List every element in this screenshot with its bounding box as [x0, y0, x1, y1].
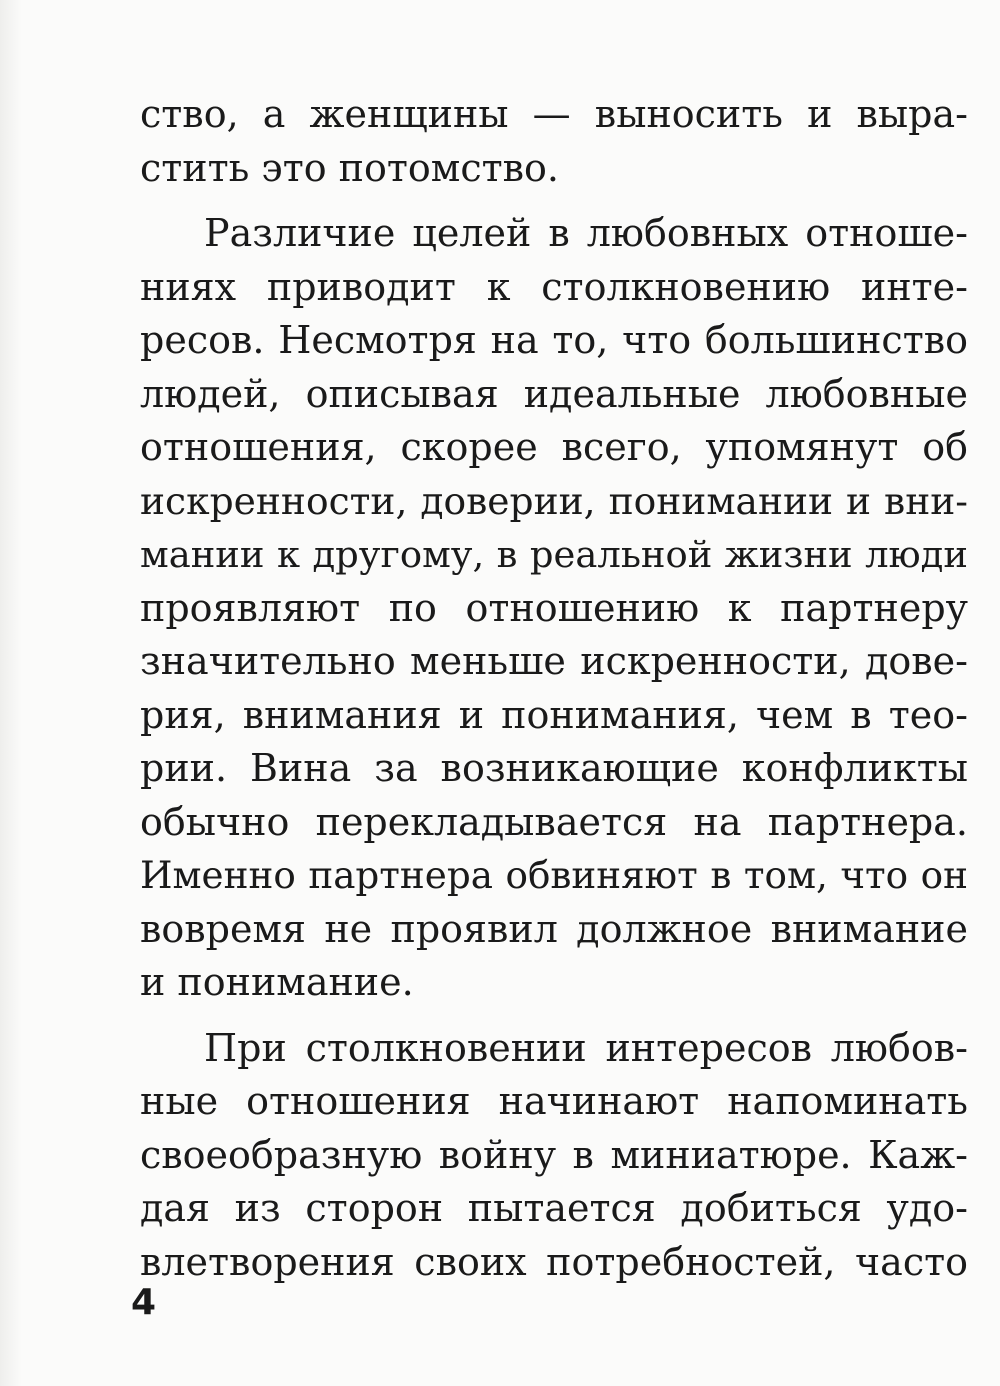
- text-line: рии. Вина за возникающие конфликты: [140, 746, 968, 790]
- text-line: Различие целей в любовных отноше-: [204, 211, 968, 255]
- text-line: людей, описывая идеальные любовные: [140, 371, 968, 416]
- text-line: ство, а женщины — выносить и выра-: [140, 92, 968, 136]
- paragraph-2: [140, 207, 968, 1010]
- text-line: значительно меньше искренности, дове-: [140, 639, 968, 683]
- page-number: 4: [131, 1282, 157, 1323]
- page-edge-shadow: [0, 0, 22, 1386]
- text-line: дая из сторон пытается добиться удо-: [140, 1186, 968, 1230]
- text-line: рия, внимания и понимания, чем в тео-: [140, 692, 968, 737]
- text-line: Именно партнера обвиняют в том, что он: [140, 853, 968, 897]
- paragraph-3: [140, 1022, 968, 1290]
- text-line: обычно перекладывается на партнера.: [140, 799, 968, 844]
- text-line: ниях приводит к столкновению инте-: [140, 264, 968, 309]
- text-line: искренности, доверии, понимании и вни-: [140, 478, 968, 523]
- text-line: проявляют по отношению к партнеру: [140, 585, 968, 630]
- text-line: влетворения своих потребностей, часто: [140, 1239, 968, 1284]
- text-line: мании к другому, в реальной жизни люди: [140, 533, 968, 576]
- text-line: ные отношения начинают напоминать: [140, 1079, 968, 1123]
- text-line: При столкновении интересов любов-: [204, 1025, 968, 1070]
- body-text: [140, 88, 968, 1301]
- text-line: своеобразную войну в миниатюре. Каж-: [140, 1132, 968, 1177]
- paragraph-1: [140, 88, 968, 195]
- text-line: ресов. Несмотря на то, что большинство: [140, 318, 968, 362]
- text-line: стить это потомство.: [140, 145, 560, 190]
- text-line: отношения, скорее всего, упомянут об: [140, 425, 968, 469]
- text-line: вовремя не проявил должное внимание: [140, 906, 968, 951]
- text-line: и понимание.: [140, 960, 414, 1004]
